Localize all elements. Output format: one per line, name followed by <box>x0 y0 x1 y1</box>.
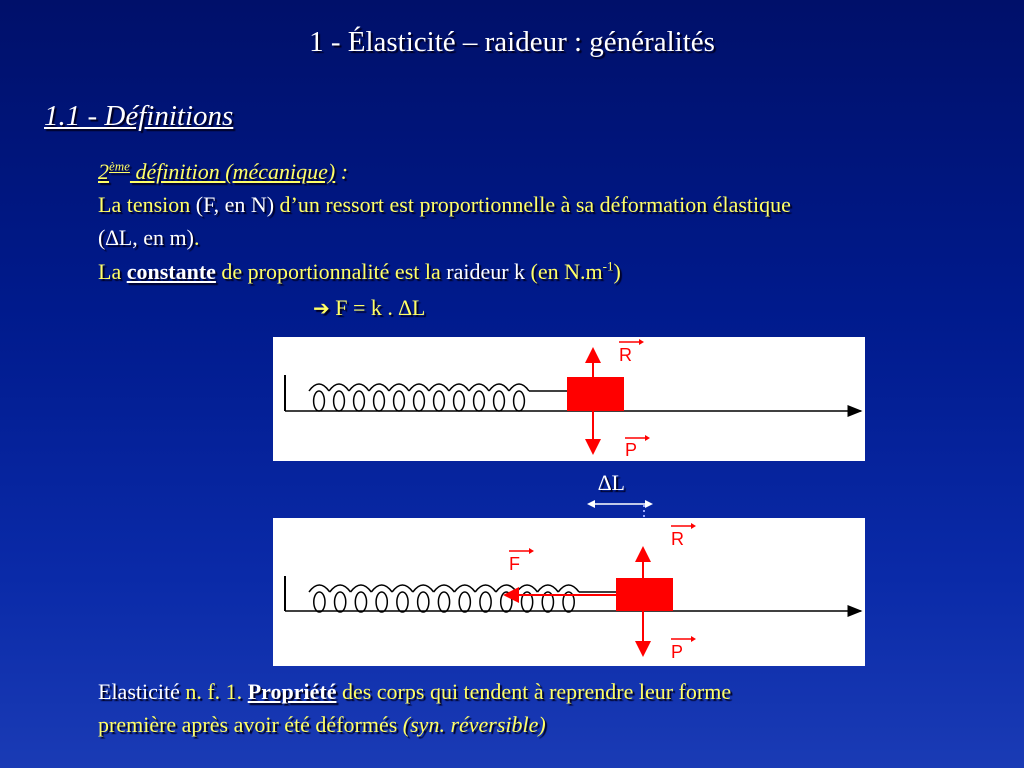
spring-arc <box>329 384 349 391</box>
text-segment: d’un ressort est proportionnelle à sa déformation élastique <box>279 192 791 217</box>
slide-title: 1 - Élasticité – raideur : généralités <box>309 26 715 58</box>
footer-synonym: (syn. réversible) <box>402 712 546 737</box>
diagram-rest <box>273 337 865 461</box>
footer-keyword: Propriété <box>247 679 337 704</box>
spring-arc <box>349 384 369 391</box>
spring-loop <box>376 592 387 612</box>
spring-loop <box>480 592 491 612</box>
label-p: P <box>625 440 638 460</box>
spring-loop <box>334 391 345 411</box>
spring-arc <box>330 585 351 592</box>
spring-coil <box>309 384 567 411</box>
spring-arc <box>413 585 434 592</box>
definition-line-2 <box>98 222 199 254</box>
spring-loop <box>459 592 470 612</box>
spring-loop <box>397 592 408 612</box>
label-p: P <box>671 642 684 662</box>
diagram-stretched-svg <box>273 518 865 666</box>
text-segment: raideur k <box>446 259 526 284</box>
text-segment: La tension <box>98 192 196 217</box>
spring-loop <box>418 592 429 612</box>
keyword-constante: constante <box>126 259 216 284</box>
spring-arc <box>434 585 455 592</box>
mass-block <box>567 377 624 411</box>
definition-title: définition (mécanique) <box>129 159 336 184</box>
text-segment: première après avoir été déformés <box>98 712 403 737</box>
definition-heading <box>98 156 348 188</box>
footer-line-1 <box>98 676 731 708</box>
spring-loop <box>454 391 465 411</box>
arrow-right-icon: ➔ <box>313 296 330 320</box>
definition-num: 2 <box>98 159 109 184</box>
definition-sup: ème <box>109 158 130 174</box>
label-r: R <box>671 529 684 549</box>
text-segment: -1 <box>602 258 614 274</box>
spring-arc <box>449 384 469 391</box>
spring-arc <box>537 585 558 592</box>
text-segment: (F, en N) <box>195 192 280 217</box>
spring-loop <box>355 592 366 612</box>
text-segment: (en N.m <box>525 259 603 284</box>
spring-arc <box>469 384 489 391</box>
text-segment: des corps qui tendent à reprendre leur forme <box>336 679 732 704</box>
diagram-stretched <box>273 518 865 666</box>
label-p-group <box>625 435 650 460</box>
definition-line-3 <box>98 256 621 288</box>
label-f-group <box>509 548 534 574</box>
spring-arc <box>371 585 392 592</box>
spring-arc <box>454 585 475 592</box>
spring-loop <box>394 391 405 411</box>
spring-arc <box>309 585 330 592</box>
spring-loop <box>474 391 485 411</box>
spring-loop <box>374 391 385 411</box>
formula <box>313 292 425 324</box>
footer-line-2 <box>98 709 546 741</box>
spring-arc <box>517 585 538 592</box>
spring-loop <box>414 391 425 411</box>
spring-loop <box>434 391 445 411</box>
spring-arc <box>429 384 449 391</box>
spring-coil <box>309 585 616 612</box>
spring-arc <box>369 384 389 391</box>
label-r: R <box>619 345 632 365</box>
text-segment: . <box>193 225 200 250</box>
text-segment: (∆L, en m) <box>98 225 194 250</box>
footer-term: Elasticité <box>98 679 180 704</box>
spring-arc <box>392 585 413 592</box>
formula-text: F = k . ∆L <box>329 295 426 320</box>
spring-arc <box>409 384 429 391</box>
diagram-rest-svg <box>273 337 865 461</box>
mass-block <box>616 578 673 611</box>
spring-arc <box>389 384 409 391</box>
spring-arc <box>489 384 509 391</box>
text-segment: de proportionnalité est la <box>215 259 447 284</box>
spring-loop <box>514 391 525 411</box>
spring-loop <box>314 391 325 411</box>
spring-arc <box>509 384 529 391</box>
delta-l-label: ∆L <box>598 470 625 495</box>
spring-loop <box>494 391 505 411</box>
spring-loop <box>354 391 365 411</box>
spring-arc <box>496 585 517 592</box>
label-p-group <box>671 636 696 662</box>
spring-arc <box>309 384 329 391</box>
text-segment: n. f. 1. <box>179 679 248 704</box>
section-heading: 1.1 - Définitions <box>44 100 234 132</box>
definition-line-1 <box>98 189 791 221</box>
definition-colon: : <box>335 159 349 184</box>
spring-arc <box>475 585 496 592</box>
spring-loop <box>438 592 449 612</box>
spring-arc <box>351 585 372 592</box>
text-segment: ) <box>613 259 621 284</box>
label-f: F <box>509 554 520 574</box>
spring-arc <box>558 585 579 592</box>
label-r-group <box>671 523 696 549</box>
label-r-group <box>619 339 644 365</box>
spring-loop <box>314 592 325 612</box>
text-segment: La <box>98 259 127 284</box>
spring-loop <box>335 592 346 612</box>
